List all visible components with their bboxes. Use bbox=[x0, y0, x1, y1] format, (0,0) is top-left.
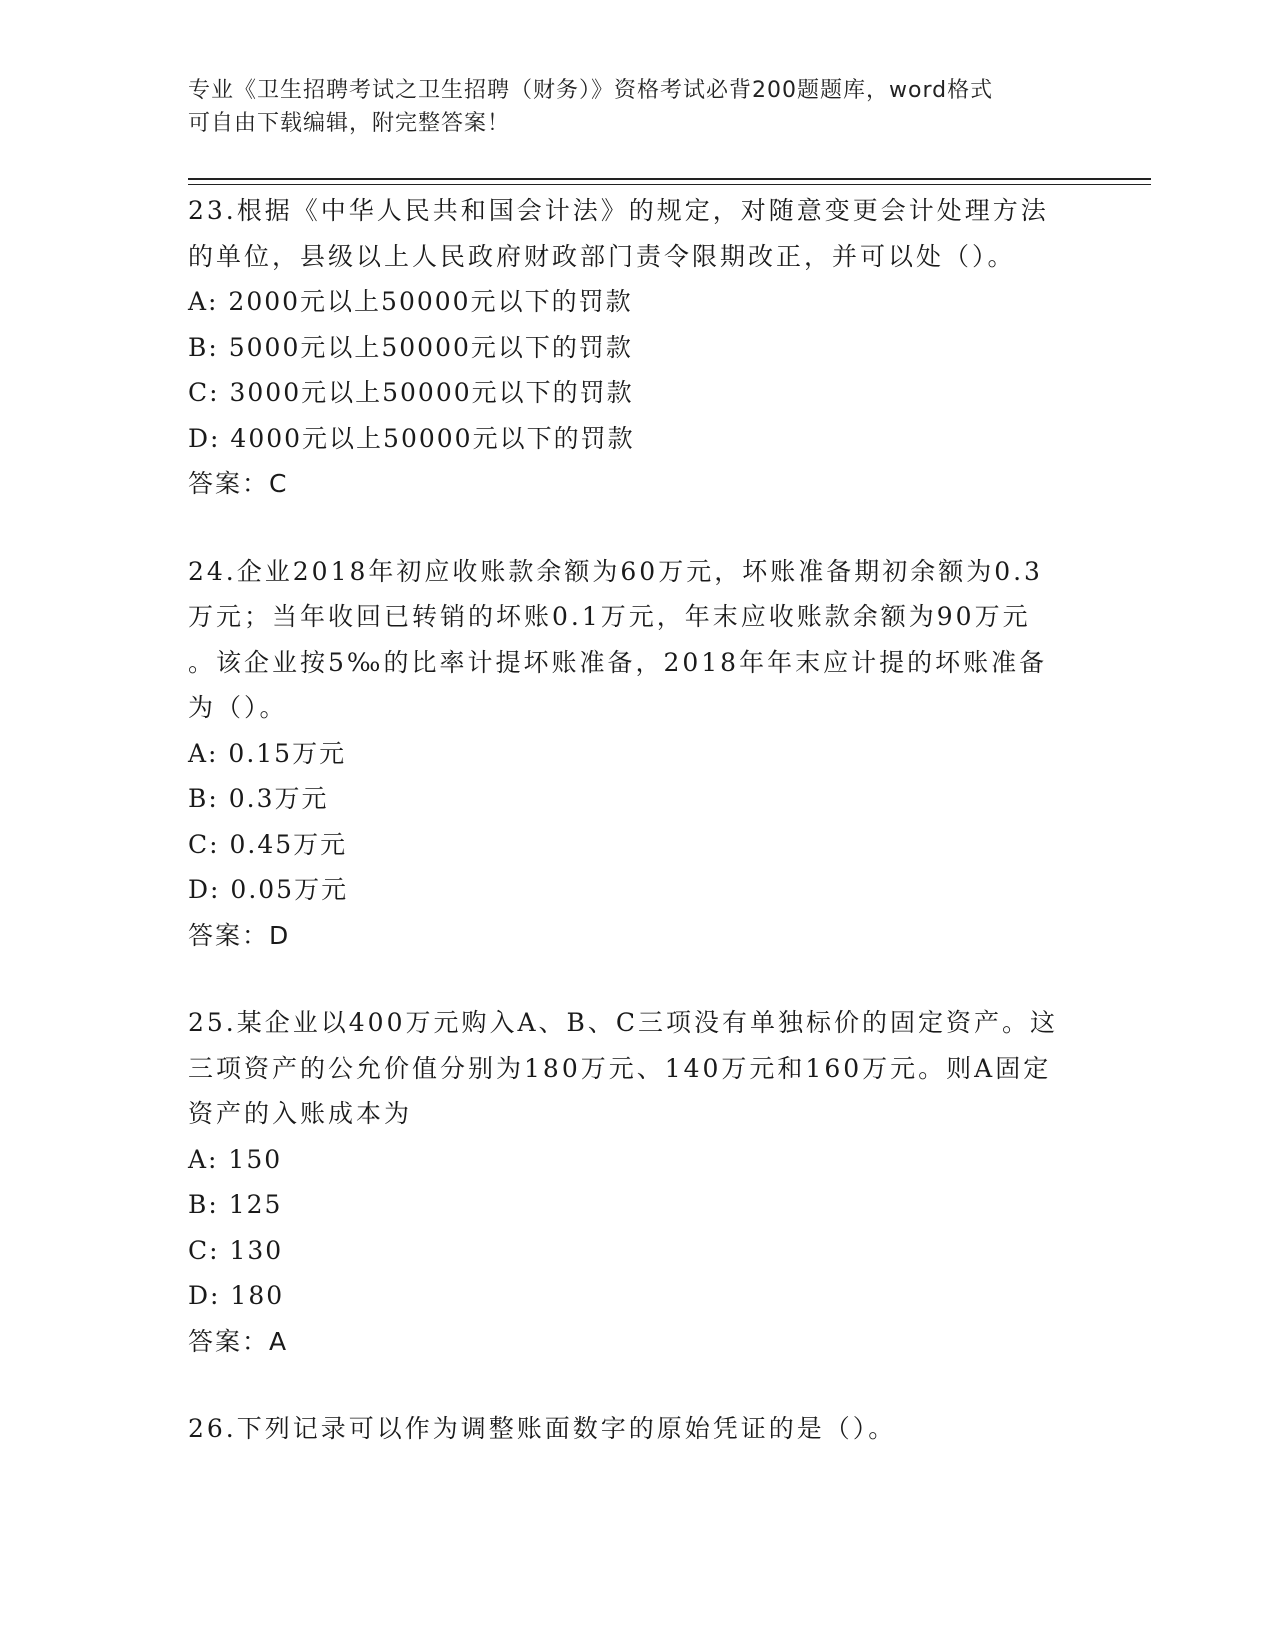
option-c: C: 130 bbox=[188, 1235, 284, 1265]
answer: 答案：D bbox=[188, 920, 291, 950]
question-stem-line: 三项资产的公允价值分别为180万元、140万元和160万元。则A固定 bbox=[188, 1053, 1052, 1083]
option-c: C: 0.45万元 bbox=[188, 829, 348, 859]
question-spacer bbox=[188, 507, 1088, 549]
question-stem-line: 资产的入账成本为 bbox=[188, 1099, 413, 1128]
document-header bbox=[188, 74, 1068, 140]
option-c: C: 3000元以上50000元以下的罚款 bbox=[188, 378, 634, 407]
question-stem-line: 23.根据《中华人民共和国会计法》的规定，对随意变更会计处理方法 bbox=[188, 196, 1049, 225]
option-d: D: 4000元以上50000元以下的罚款 bbox=[188, 423, 635, 453]
header-title-line1: 专业《卫生招聘考试之卫生招聘（财务）》资格考试必背200题题库，word格式 bbox=[188, 78, 994, 103]
option-a: A: 0.15万元 bbox=[188, 738, 347, 768]
question-stem-line: 万元；当年收回已转销的坏账0.1万元，年末应收账款余额为90万元 bbox=[188, 602, 1031, 631]
option-a: A: 2000元以上50000元以下的罚款 bbox=[188, 287, 633, 316]
question-25 bbox=[188, 1000, 1088, 1364]
question-spacer bbox=[188, 958, 1088, 1000]
question-stem-line: 25.某企业以400万元购入A、B、C三项没有单独标价的固定资产。这 bbox=[188, 1008, 1059, 1037]
question-stem-line: 26.下列记录可以作为调整账面数字的原始凭证的是（）。 bbox=[188, 1414, 897, 1443]
question-list bbox=[188, 188, 1088, 1452]
option-b: B: 125 bbox=[188, 1190, 283, 1219]
question-stem-line: 的单位，县级以上人民政府财政部门责令限期改正，并可以处（）。 bbox=[188, 241, 1016, 271]
option-b: B: 0.3万元 bbox=[188, 784, 329, 813]
question-stem-line: 为（）。 bbox=[188, 693, 288, 722]
question-stem-line: 24.企业2018年初应收账款余额为60万元，坏账准备期初余额为0.3 bbox=[188, 556, 1043, 586]
question-spacer bbox=[188, 1364, 1088, 1406]
question-23 bbox=[188, 188, 1088, 507]
header-divider-thick bbox=[188, 178, 1151, 180]
option-d: D: 0.05万元 bbox=[188, 875, 349, 904]
header-divider-thin bbox=[188, 184, 1151, 185]
question-26 bbox=[188, 1406, 1088, 1452]
question-24 bbox=[188, 549, 1088, 959]
option-b: B: 5000元以上50000元以下的罚款 bbox=[188, 332, 633, 362]
option-d: D: 180 bbox=[188, 1281, 285, 1310]
header-title-line2: 可自由下载编辑，附完整答案！ bbox=[188, 111, 511, 136]
answer: 答案：C bbox=[188, 469, 289, 498]
question-stem-line: 。该企业按5‰的比率计提坏账准备，2018年年末应计提的坏账准备 bbox=[188, 647, 1048, 677]
option-a: A: 150 bbox=[188, 1144, 283, 1174]
answer: 答案：A bbox=[188, 1326, 289, 1356]
